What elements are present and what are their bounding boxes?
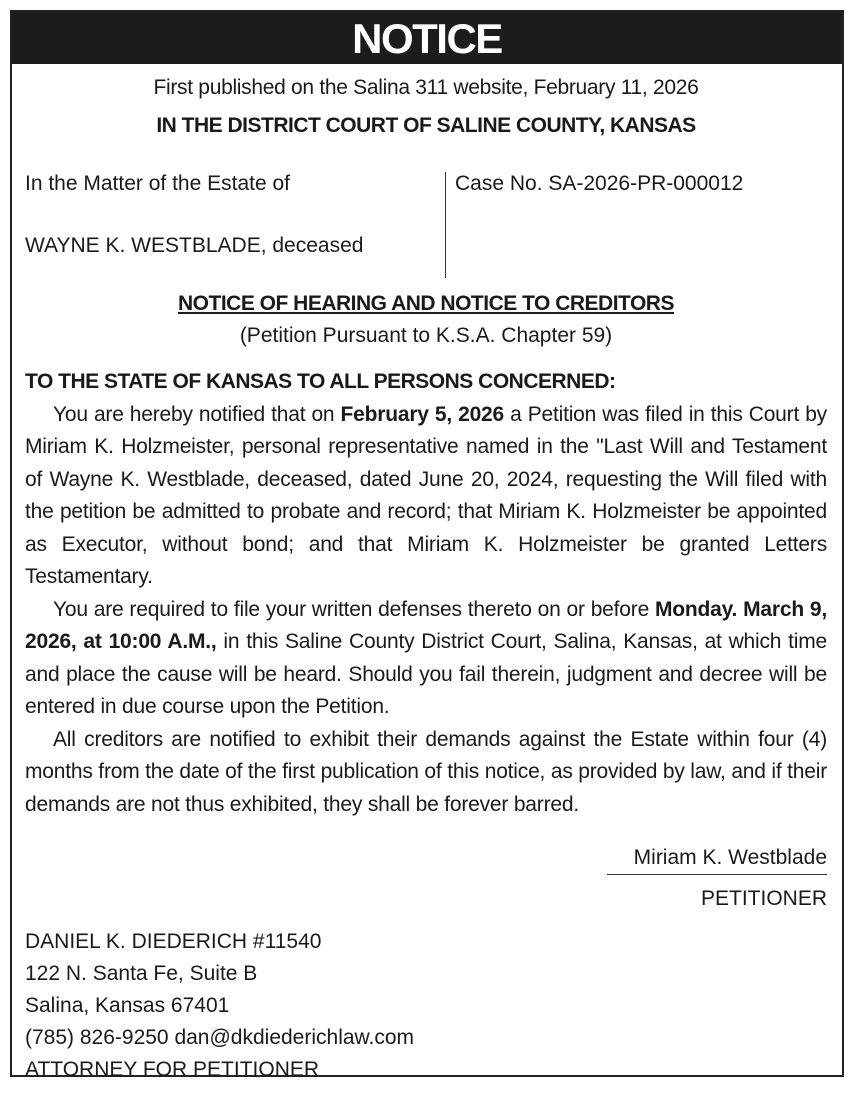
p1-text-b: a Petition was filed in this Court by Miriam K. Holzmeister, personal representative named in the "Last Will and Testament of Wayne K. Westblade, deceased, dated June 20, 2024, requesting the Will filed with the petition be admitted to probate and record; that Miriam K. Holzmeister be appointed as Executor, without bond; and that Miriam K. Holzmeister be granted Letters Testamentary. bbox=[25, 402, 827, 588]
paragraph-hearing bbox=[25, 594, 827, 724]
addressee: TO THE STATE OF KANSAS TO ALL PERSONS CONCERNED: bbox=[25, 370, 616, 393]
case-number: Case No. SA-2026-PR-000012 bbox=[455, 172, 744, 195]
paragraph-creditors: All creditors are notified to exhibit their demands against the Estate within four (4) months from the date of the first publication of this notice, as provided by law, and if their demands are not thus exhibited, they shall be forever barred. bbox=[25, 727, 827, 816]
notice-frame bbox=[10, 10, 844, 1081]
notice-title: NOTICE OF HEARING AND NOTICE TO CREDITORS bbox=[178, 292, 674, 315]
attorney-address-1: 122 N. Santa Fe, Suite B bbox=[25, 962, 258, 985]
case-caption bbox=[25, 172, 827, 280]
publication-line: First published on the Salina 311 website, February 11, 2026 bbox=[153, 76, 699, 99]
attorney-name: DANIEL K. DIEDERICH #11540 bbox=[25, 930, 322, 953]
attorney-block bbox=[25, 926, 414, 1086]
notice-subtitle: (Petition Pursuant to K.S.A. Chapter 59) bbox=[239, 324, 613, 347]
attorney-address-2: Salina, Kansas 67401 bbox=[25, 994, 230, 1017]
p2-text-a: You are required to file your written defenses thereto on or before bbox=[53, 597, 655, 621]
decedent-name: WAYNE K. WESTBLADE, deceased bbox=[25, 234, 364, 257]
paragraph-petition bbox=[25, 399, 827, 594]
signatory-role: PETITIONER bbox=[700, 887, 827, 910]
court-name: IN THE DISTRICT COURT OF SALINE COUNTY, KANSAS bbox=[156, 114, 696, 137]
p1-text-a: You are hereby notified that on bbox=[53, 402, 341, 426]
attorney-contact: (785) 826-9250 dan@dkdiederichlaw.com bbox=[25, 1026, 415, 1049]
signatory-name: Miriam K. Westblade bbox=[607, 846, 827, 875]
p2-text-b: in this Saline County District Court, Salina, Kansas, at which time and place the cause will be heard. Should you fail therein, judgment and decree will be entered in due course upon the Petition. bbox=[25, 630, 827, 718]
notice-heading: NOTICE bbox=[352, 15, 502, 62]
attorney-role: ATTORNEY FOR PETITIONER bbox=[25, 1058, 320, 1081]
signature-block bbox=[607, 846, 827, 911]
caption-divider bbox=[445, 172, 446, 278]
petition-date: February 5, 2026 bbox=[340, 402, 505, 426]
estate-matter: In the Matter of the Estate of bbox=[25, 172, 290, 195]
notice-body bbox=[25, 366, 827, 821]
hearing-date: Monday. March 9, 2026, at 10:00 A.M., bbox=[25, 597, 827, 653]
